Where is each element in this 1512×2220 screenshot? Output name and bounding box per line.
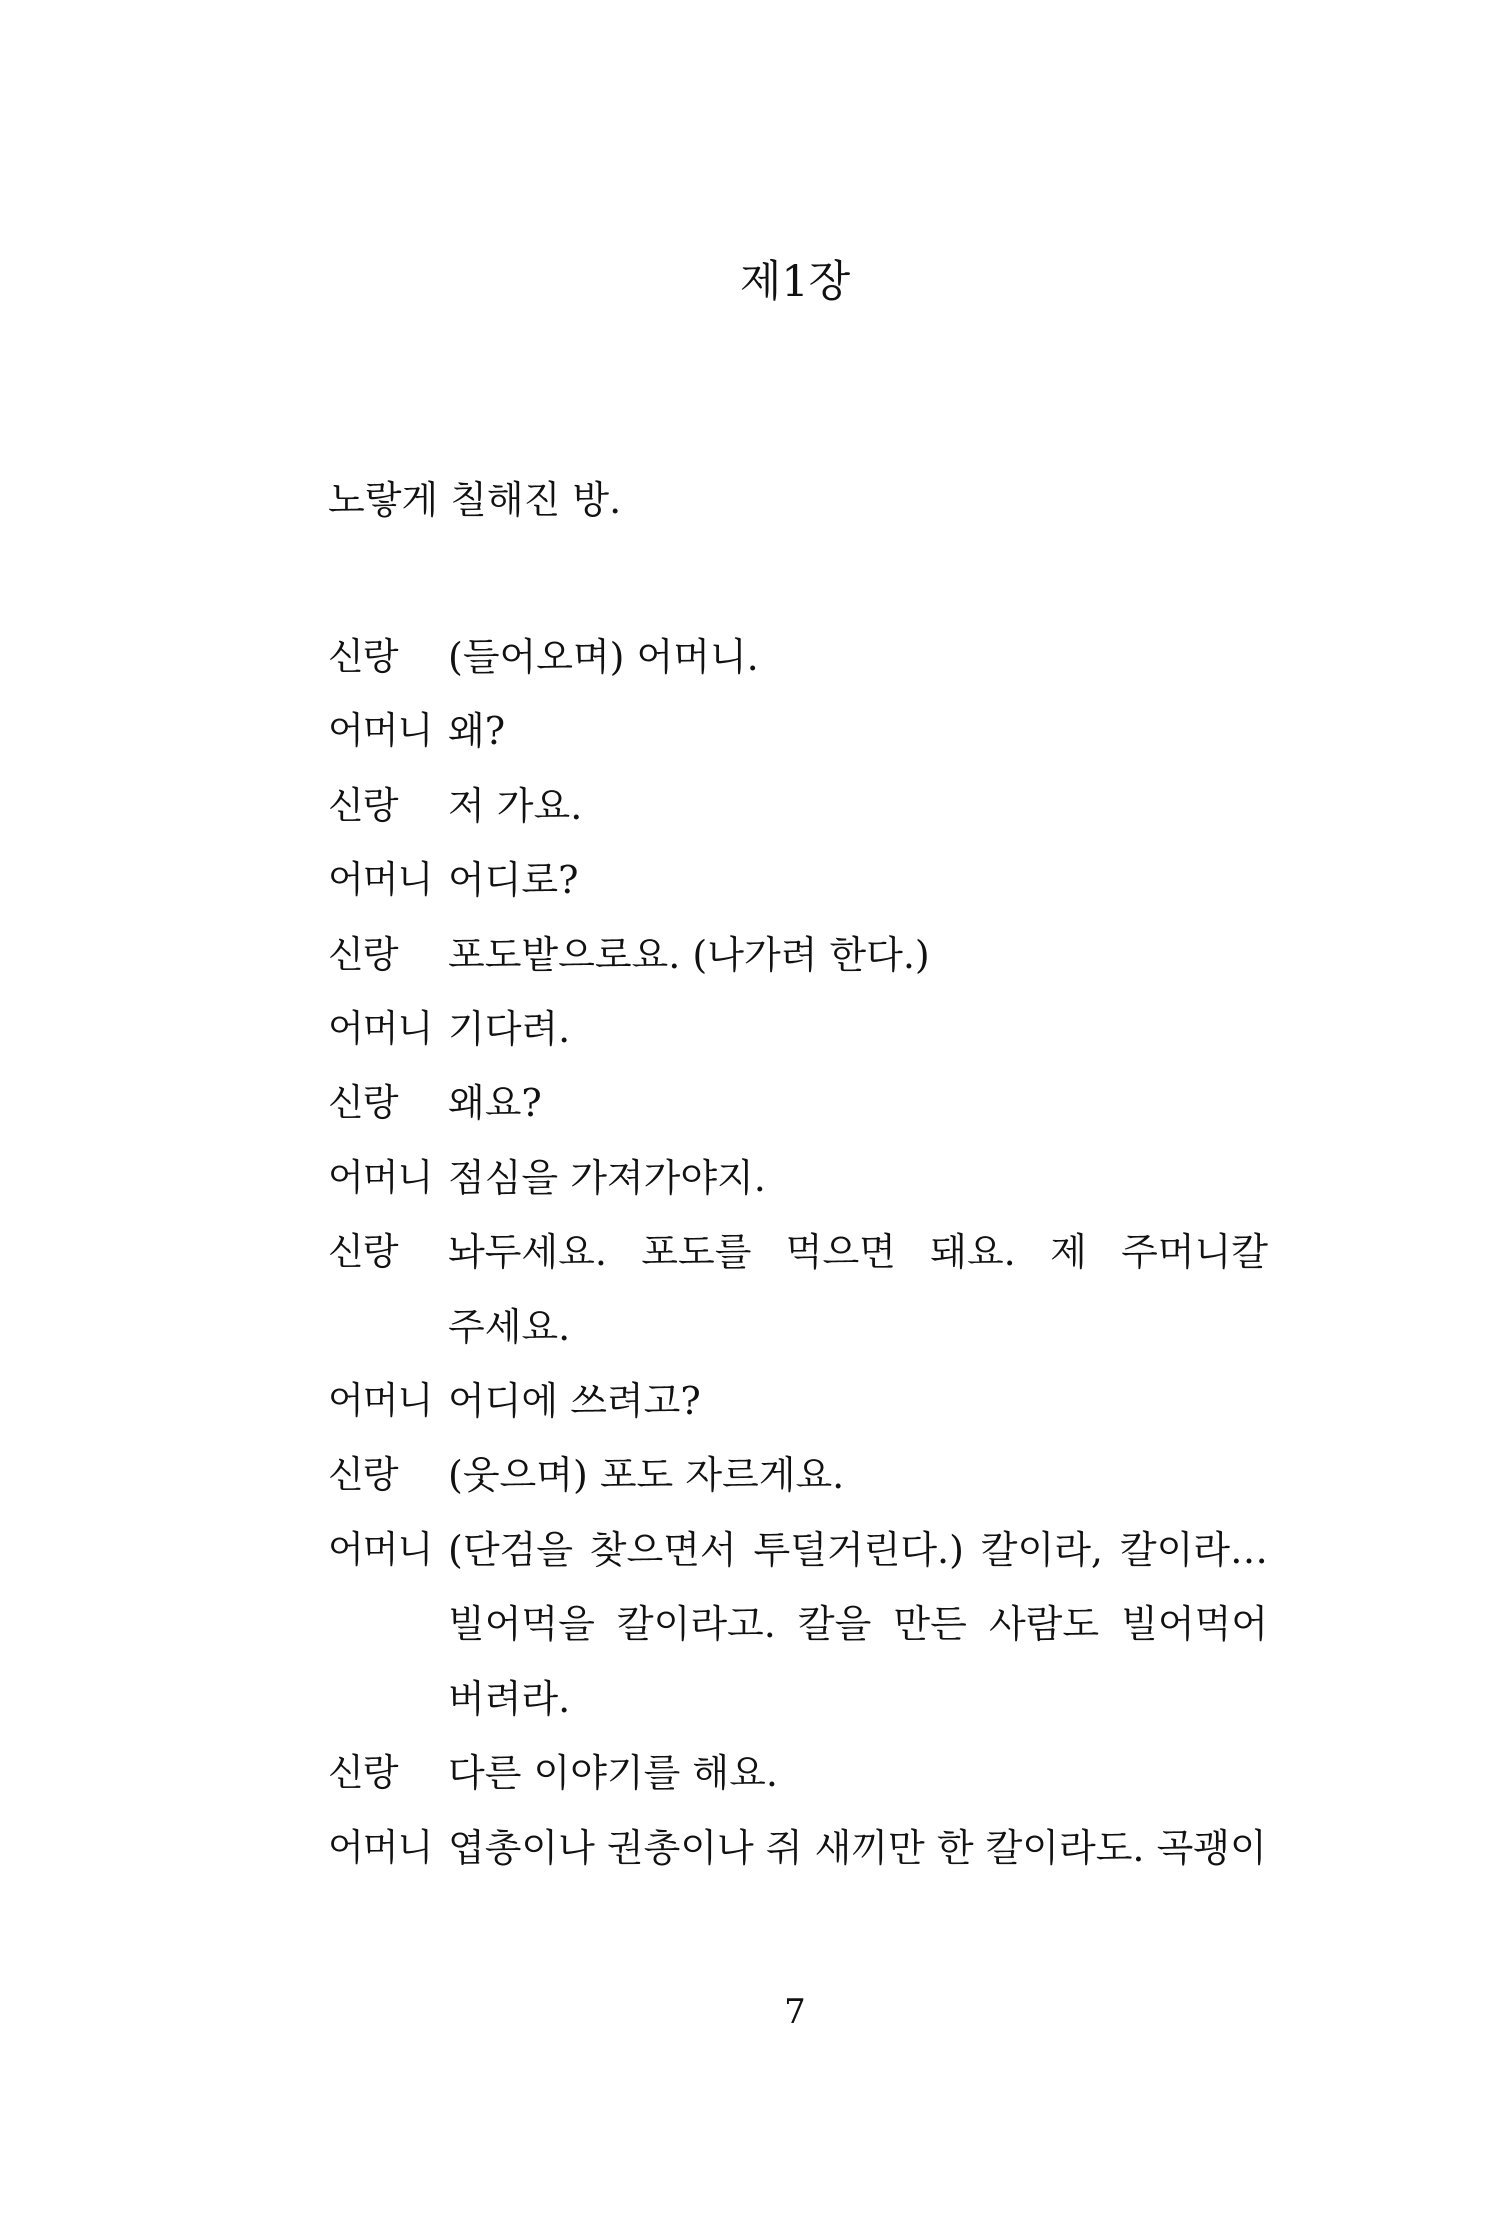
- speech-text: 기다려.: [448, 1007, 571, 1052]
- dialogue-line: [328, 1215, 1268, 1364]
- speaker-name: 신랑: [328, 932, 398, 976]
- speech-text: 점심을 가져가야지.: [448, 1155, 766, 1200]
- speech-text: 어디에 쓰려고?: [448, 1379, 701, 1424]
- dialogue-list: [328, 620, 1268, 1885]
- speaker-name: 신랑: [328, 1751, 398, 1795]
- speaker-name: 어머니: [328, 1379, 433, 1423]
- speaker-name: 신랑: [328, 1453, 398, 1497]
- speech-text: (웃으며) 포도 자르게요.: [448, 1453, 845, 1498]
- speaker-name: 신랑: [328, 1081, 398, 1125]
- dialogue-line: [328, 1513, 1268, 1736]
- dialogue-line: [328, 1811, 1268, 1885]
- speaker-name: 어머니: [328, 858, 433, 902]
- speaker-name: 신랑: [328, 783, 398, 827]
- speech-text: 왜?: [448, 709, 506, 754]
- dialogue-line: [328, 769, 1268, 843]
- speaker-name: 신랑: [328, 1230, 398, 1274]
- dialogue-line: [328, 992, 1268, 1066]
- speech-text: 놔두세요. 포도를 먹으면 돼요. 제 주머니칼 주세요.: [448, 1230, 1268, 1349]
- stage-direction: 노랗게 칠해진 방.: [328, 478, 622, 522]
- speaker-name: 어머니: [328, 709, 433, 753]
- speech-text: 왜요?: [448, 1081, 542, 1126]
- dialogue-line: [328, 1364, 1268, 1438]
- dialogue-line: [328, 843, 1268, 917]
- dialogue-line: [328, 1736, 1268, 1810]
- speaker-name: 신랑: [328, 635, 398, 678]
- speaker-name: 어머니: [328, 1527, 433, 1571]
- dialogue-line: [328, 620, 1268, 694]
- chapter-title: 제1장: [739, 257, 851, 307]
- speaker-name: 어머니: [328, 1825, 433, 1869]
- dialogue-line: [328, 918, 1268, 992]
- speech-text: 포도밭으로요. (나가려 한다.): [448, 932, 930, 977]
- dialogue-line: [328, 1438, 1268, 1512]
- speaker-name: 어머니: [328, 1155, 433, 1199]
- dialogue-line: [328, 694, 1268, 768]
- speech-text: 어디로?: [448, 858, 579, 903]
- speech-text: 다른 이야기를 해요.: [448, 1751, 778, 1796]
- page-number: 7: [784, 1992, 806, 2032]
- speech-text: (단검을 찾으면서 투덜거린다.) 칼이라, 칼이라… 빌어먹을 칼이라고. 칼을 만든 사람도 빌어먹어 버려라.: [448, 1527, 1268, 1721]
- dialogue-line: [328, 1141, 1268, 1215]
- speech-text: 엽총이나 권총이나 쥐 새끼만 한 칼이라도. 곡괭이: [448, 1825, 1267, 1870]
- speech-text: 저 가요.: [448, 783, 583, 828]
- speaker-name: 어머니: [328, 1007, 433, 1051]
- dialogue-line: [328, 1066, 1268, 1140]
- speech-text: (들어오며) 어머니.: [448, 635, 759, 679]
